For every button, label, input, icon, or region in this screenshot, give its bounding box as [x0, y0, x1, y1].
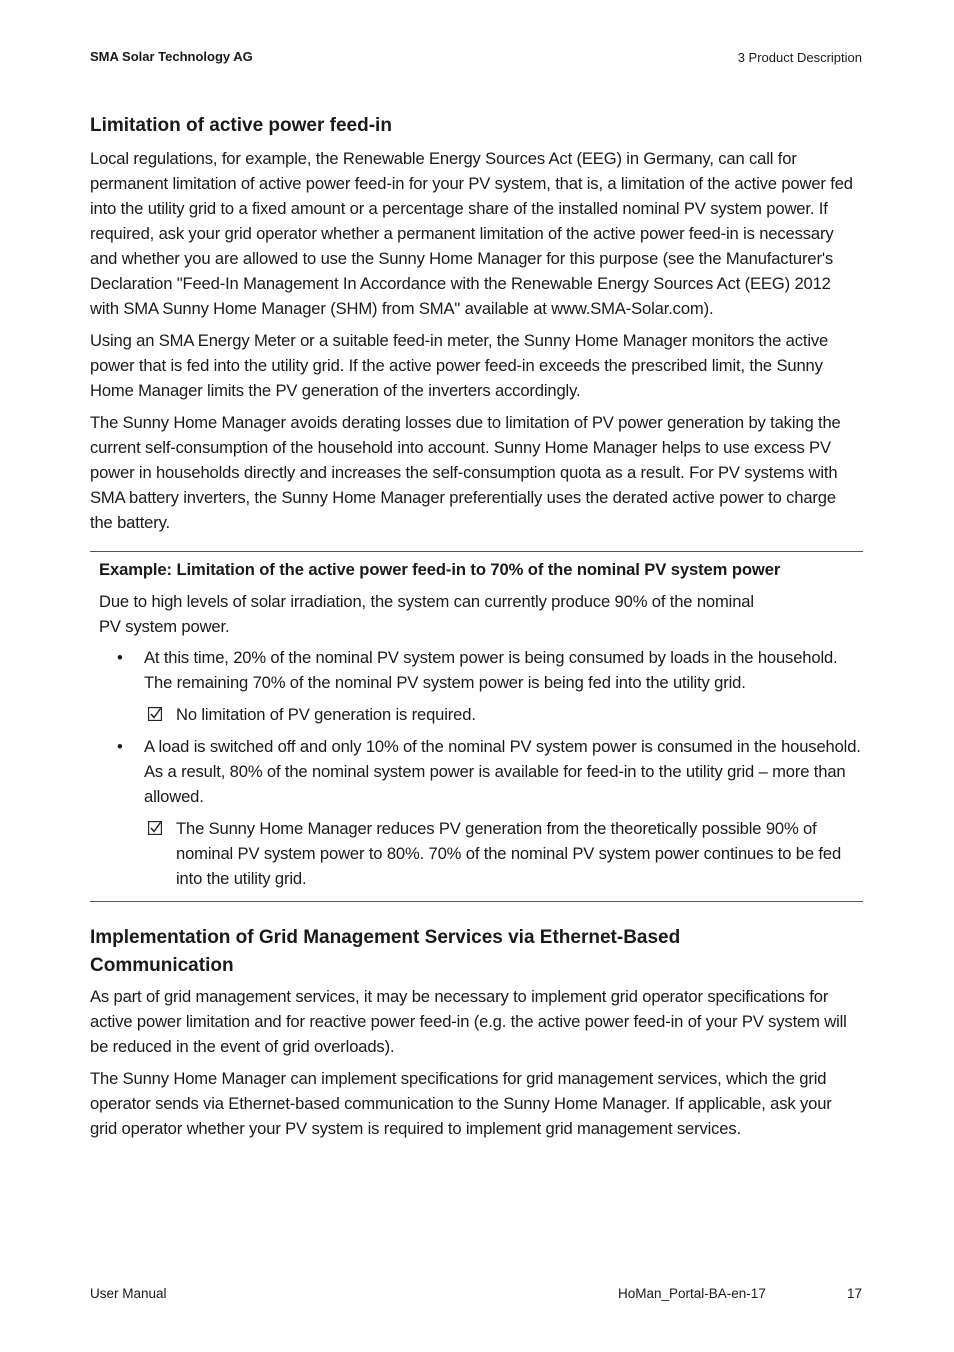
paragraph: As part of grid management services, it may be necessary to implement grid operator specifications for active power limitation and for reactive power feed-in (e.g. the active power feed-in of your PV system will be reduced in the event of grid overloads). [90, 987, 847, 1056]
result-line [144, 816, 863, 891]
example-intro-line-1: Due to high levels of solar irradiation, the system can currently produce 90% of the nominal [99, 592, 754, 611]
footer-doc-id: HoMan_Portal-BA-en-17 [618, 1286, 766, 1301]
page-number: 17 [846, 1286, 862, 1301]
list-item [99, 734, 863, 891]
checkbox-checked-icon [148, 821, 162, 835]
result-line [144, 702, 863, 727]
result-text: The Sunny Home Manager reduces PV generation from the theoretically possible 90% of nominal PV system power to 80%. 70% of the nominal PV system power continues to be fed into the utility grid. [176, 819, 842, 888]
list-item-text: At this time, 20% of the nominal PV system power is being consumed by loads in the household. The remaining 70% of the nominal PV system power is being fed into the utility grid. [144, 648, 838, 692]
bullet-icon: • [117, 737, 123, 756]
paragraph: The Sunny Home Manager avoids derating losses due to limitation of PV power generation by taking the current self-consumption of the household into account. Sunny Home Manager helps to use excess PV power in households directly and increases the self-consumption quota as a result. For PV systems with SMA battery inverters, the Sunny Home Manager preferentially uses the derated active power to charge the battery. [90, 413, 841, 532]
page-content [90, 112, 863, 1148]
section-title-line-2: Communication [90, 955, 234, 976]
example-intro [99, 589, 863, 639]
paragraph: Local regulations, for example, the Renewable Energy Sources Act (EEG) in Germany, can call for permanent limitation of active power feed-in for your PV system, that is, a limitation of the active power fed into the utility grid to a fixed amount or a percentage share of the installed nominal PV system power. If required, ask your grid operator whether a permanent limitation of the active power feed-in is necessary and whether you are allowed to use the Sunny Home Manager for this purpose (see the Manufacturer's Declaration "Feed-In Management In Accordance with the Renewable Energy Sources Act (EEG) 2012 with SMA Sunny Home Manager (SHM) from SMA" available at www.SMA-Solar.com). [90, 149, 853, 318]
header-chapter: 3 Product Description [737, 50, 862, 65]
paragraph: The Sunny Home Manager can implement specifications for grid management services, which the grid operator sends via Ethernet-based communication to the Sunny Home Manager. If applicable, ask your grid operator whether your PV system is required to implement grid management services. [90, 1069, 832, 1138]
example-title: Example: Limitation of the active power feed-in to 70% of the nominal PV system power [99, 560, 781, 579]
example-box [90, 551, 863, 902]
example-list [99, 645, 863, 891]
bullet-icon: • [117, 648, 123, 667]
section-title-line-1: Implementation of Grid Management Services via Ethernet-Based [90, 927, 681, 948]
example-intro-line-2: PV system power. [99, 617, 230, 636]
section-title-grid-management [90, 924, 863, 980]
checkbox-checked-icon [148, 707, 162, 721]
result-text: No limitation of PV generation is required. [176, 705, 476, 724]
section-title-active-power-limitation: Limitation of active power feed-in [90, 115, 392, 136]
list-item [99, 645, 863, 727]
footer-manual-label: User Manual [90, 1286, 167, 1301]
header-company: SMA Solar Technology AG [90, 49, 253, 64]
paragraph: Using an SMA Energy Meter or a suitable feed-in meter, the Sunny Home Manager monitors the active power that is fed into the utility grid. If the active power feed-in exceeds the prescribed limit, the Sunny Home Manager limits the PV generation of the inverters accordingly. [90, 331, 829, 400]
list-item-text: A load is switched off and only 10% of the nominal PV system power is consumed in the household. As a result, 80% of the nominal system power is available for feed-in to the utility grid – more than allowed. [144, 737, 861, 806]
